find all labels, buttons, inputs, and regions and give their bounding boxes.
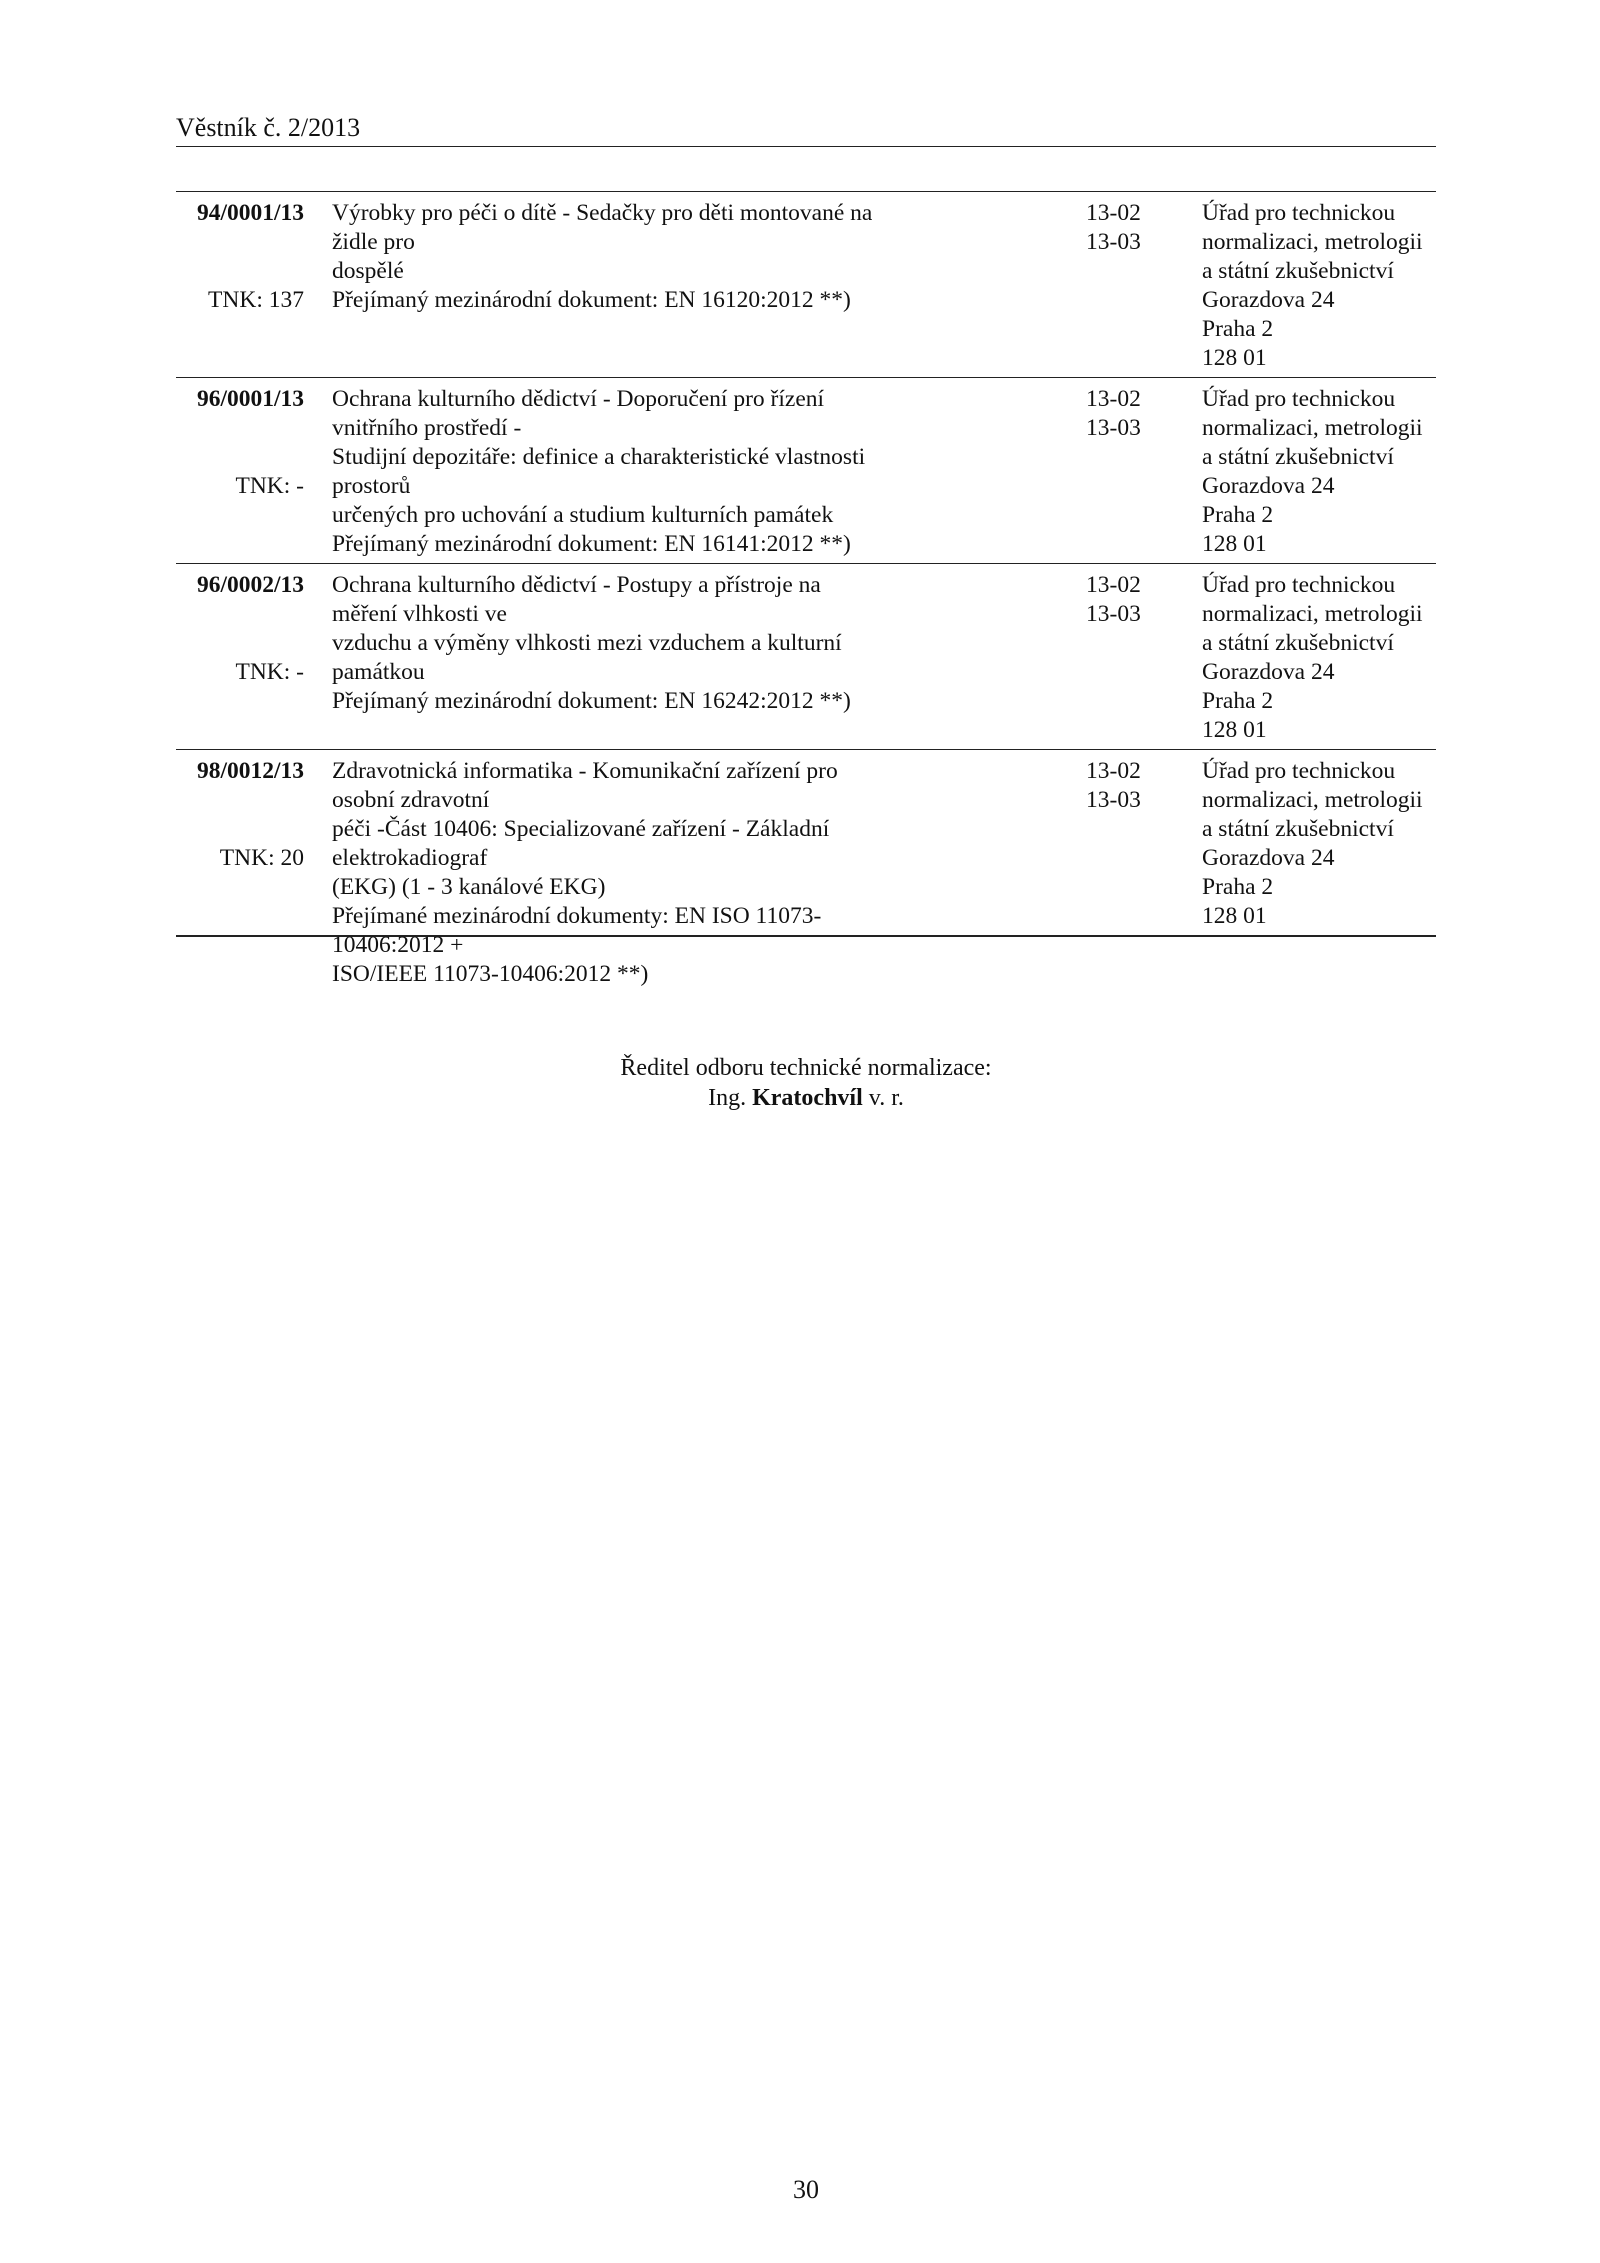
tnk-number: TNK: 137: [208, 287, 304, 313]
ics-code: 13-03: [1086, 601, 1141, 627]
title-line: Přejímaný mezinárodní dokument: EN 16141:2012 **): [332, 531, 851, 557]
ics-code: 13-02: [1086, 572, 1141, 598]
signature-role: Ředitel odboru technické normalizace:: [620, 1055, 992, 1081]
title-line: Přejímaný mezinárodní dokument: EN 16120:2012 **): [332, 287, 851, 313]
title-cell: [332, 199, 887, 315]
address-line: Úřad pro technickou: [1202, 758, 1396, 784]
ics-cell: [1086, 199, 1166, 257]
address-line: Praha 2: [1202, 502, 1274, 528]
code-cell: [176, 757, 304, 873]
address-cell: [1202, 199, 1436, 373]
address-cell: [1202, 757, 1436, 931]
code-cell: [176, 571, 304, 687]
title-line: Přejímaný mezinárodní dokument: EN 16242:2012 **): [332, 688, 851, 714]
address-line: a státní zkušebnictví: [1202, 816, 1394, 842]
address-cell: [1202, 571, 1436, 745]
address-line: 128 01: [1202, 531, 1267, 557]
table-row: [176, 192, 1436, 378]
address-line: Gorazdova 24: [1202, 473, 1335, 499]
title-line: ISO/IEEE 11073-10406:2012 **): [332, 961, 649, 987]
address-line: Praha 2: [1202, 688, 1274, 714]
ics-code: 13-03: [1086, 787, 1141, 813]
signature-suffix: v. r.: [868, 1085, 904, 1111]
address-line: a státní zkušebnictví: [1202, 630, 1394, 656]
table-row: [176, 564, 1436, 750]
ics-code: 13-02: [1086, 758, 1141, 784]
ics-code: 13-02: [1086, 200, 1141, 226]
title-line: Studijní depozitáře: definice a charakteristické vlastnosti prostorů: [332, 444, 866, 499]
tnk-number: TNK: -: [235, 659, 304, 685]
code-cell: [176, 385, 304, 501]
address-line: normalizaci, metrologii: [1202, 601, 1423, 627]
address-line: 128 01: [1202, 717, 1267, 743]
page-number: 30: [793, 2175, 819, 2204]
title-line: Ochrana kulturního dědictví - Postupy a přístroje na měření vlhkosti ve: [332, 572, 821, 627]
ics-cell: [1086, 385, 1166, 443]
table-row: [176, 378, 1436, 564]
title-cell: [332, 757, 887, 989]
standards-table: [176, 191, 1436, 987]
address-line: Úřad pro technickou: [1202, 572, 1396, 598]
title-line: vzduchu a výměny vlhkosti mezi vzduchem a kulturní památkou: [332, 630, 842, 685]
journal-title: Věstník č. 2/2013: [176, 113, 361, 142]
address-line: normalizaci, metrologii: [1202, 229, 1423, 255]
title-cell: [332, 571, 887, 716]
title-cell: [332, 385, 887, 559]
table-row: [176, 750, 1436, 987]
tnk-number: TNK: 20: [219, 845, 304, 871]
address-line: a státní zkušebnictví: [1202, 444, 1394, 470]
page-header: [176, 114, 1436, 147]
address-line: Praha 2: [1202, 874, 1274, 900]
standard-code: 98/0012/13: [196, 758, 304, 784]
ics-code: 13-03: [1086, 415, 1141, 441]
title-line: Výrobky pro péči o dítě - Sedačky pro děti montované na židle pro: [332, 200, 873, 255]
title-line: (EKG) (1 - 3 kanálové EKG): [332, 874, 606, 900]
address-line: 128 01: [1202, 345, 1267, 371]
signature-prefix: Ing.: [708, 1085, 747, 1111]
code-cell: [176, 199, 304, 315]
signature-block: [176, 1053, 1436, 1113]
standard-code: 94/0001/13: [196, 200, 304, 226]
title-line: Zdravotnická informatika - Komunikační zařízení pro osobní zdravotní: [332, 758, 838, 813]
title-line: péči -Část 10406: Specializované zařízení - Základní elektrokadiograf: [332, 816, 830, 871]
address-line: Praha 2: [1202, 316, 1274, 342]
standard-code: 96/0002/13: [196, 572, 304, 598]
ics-code: 13-02: [1086, 386, 1141, 412]
tnk-number: TNK: -: [235, 473, 304, 499]
title-line: Ochrana kulturního dědictví - Doporučení pro řízení vnitřního prostředí -: [332, 386, 825, 441]
ics-cell: [1086, 757, 1166, 815]
standard-code: 96/0001/13: [196, 386, 304, 412]
address-line: Gorazdova 24: [1202, 287, 1335, 313]
address-line: Úřad pro technickou: [1202, 200, 1396, 226]
address-line: Gorazdova 24: [1202, 659, 1335, 685]
address-line: normalizaci, metrologii: [1202, 787, 1423, 813]
title-line: určených pro uchování a studium kulturních památek: [332, 502, 834, 528]
title-line: dospělé: [332, 258, 404, 284]
ics-cell: [1086, 571, 1166, 629]
address-line: Gorazdova 24: [1202, 845, 1335, 871]
address-line: a státní zkušebnictví: [1202, 258, 1394, 284]
ics-code: 13-03: [1086, 229, 1141, 255]
address-cell: [1202, 385, 1436, 559]
signature-name-line: [176, 1083, 1436, 1113]
signature-name: Kratochvíl: [752, 1085, 863, 1111]
address-line: normalizaci, metrologii: [1202, 415, 1423, 441]
address-line: Úřad pro technickou: [1202, 386, 1396, 412]
title-line: Přejímané mezinárodní dokumenty: EN ISO 11073-10406:2012 +: [332, 903, 822, 958]
address-line: 128 01: [1202, 903, 1267, 929]
